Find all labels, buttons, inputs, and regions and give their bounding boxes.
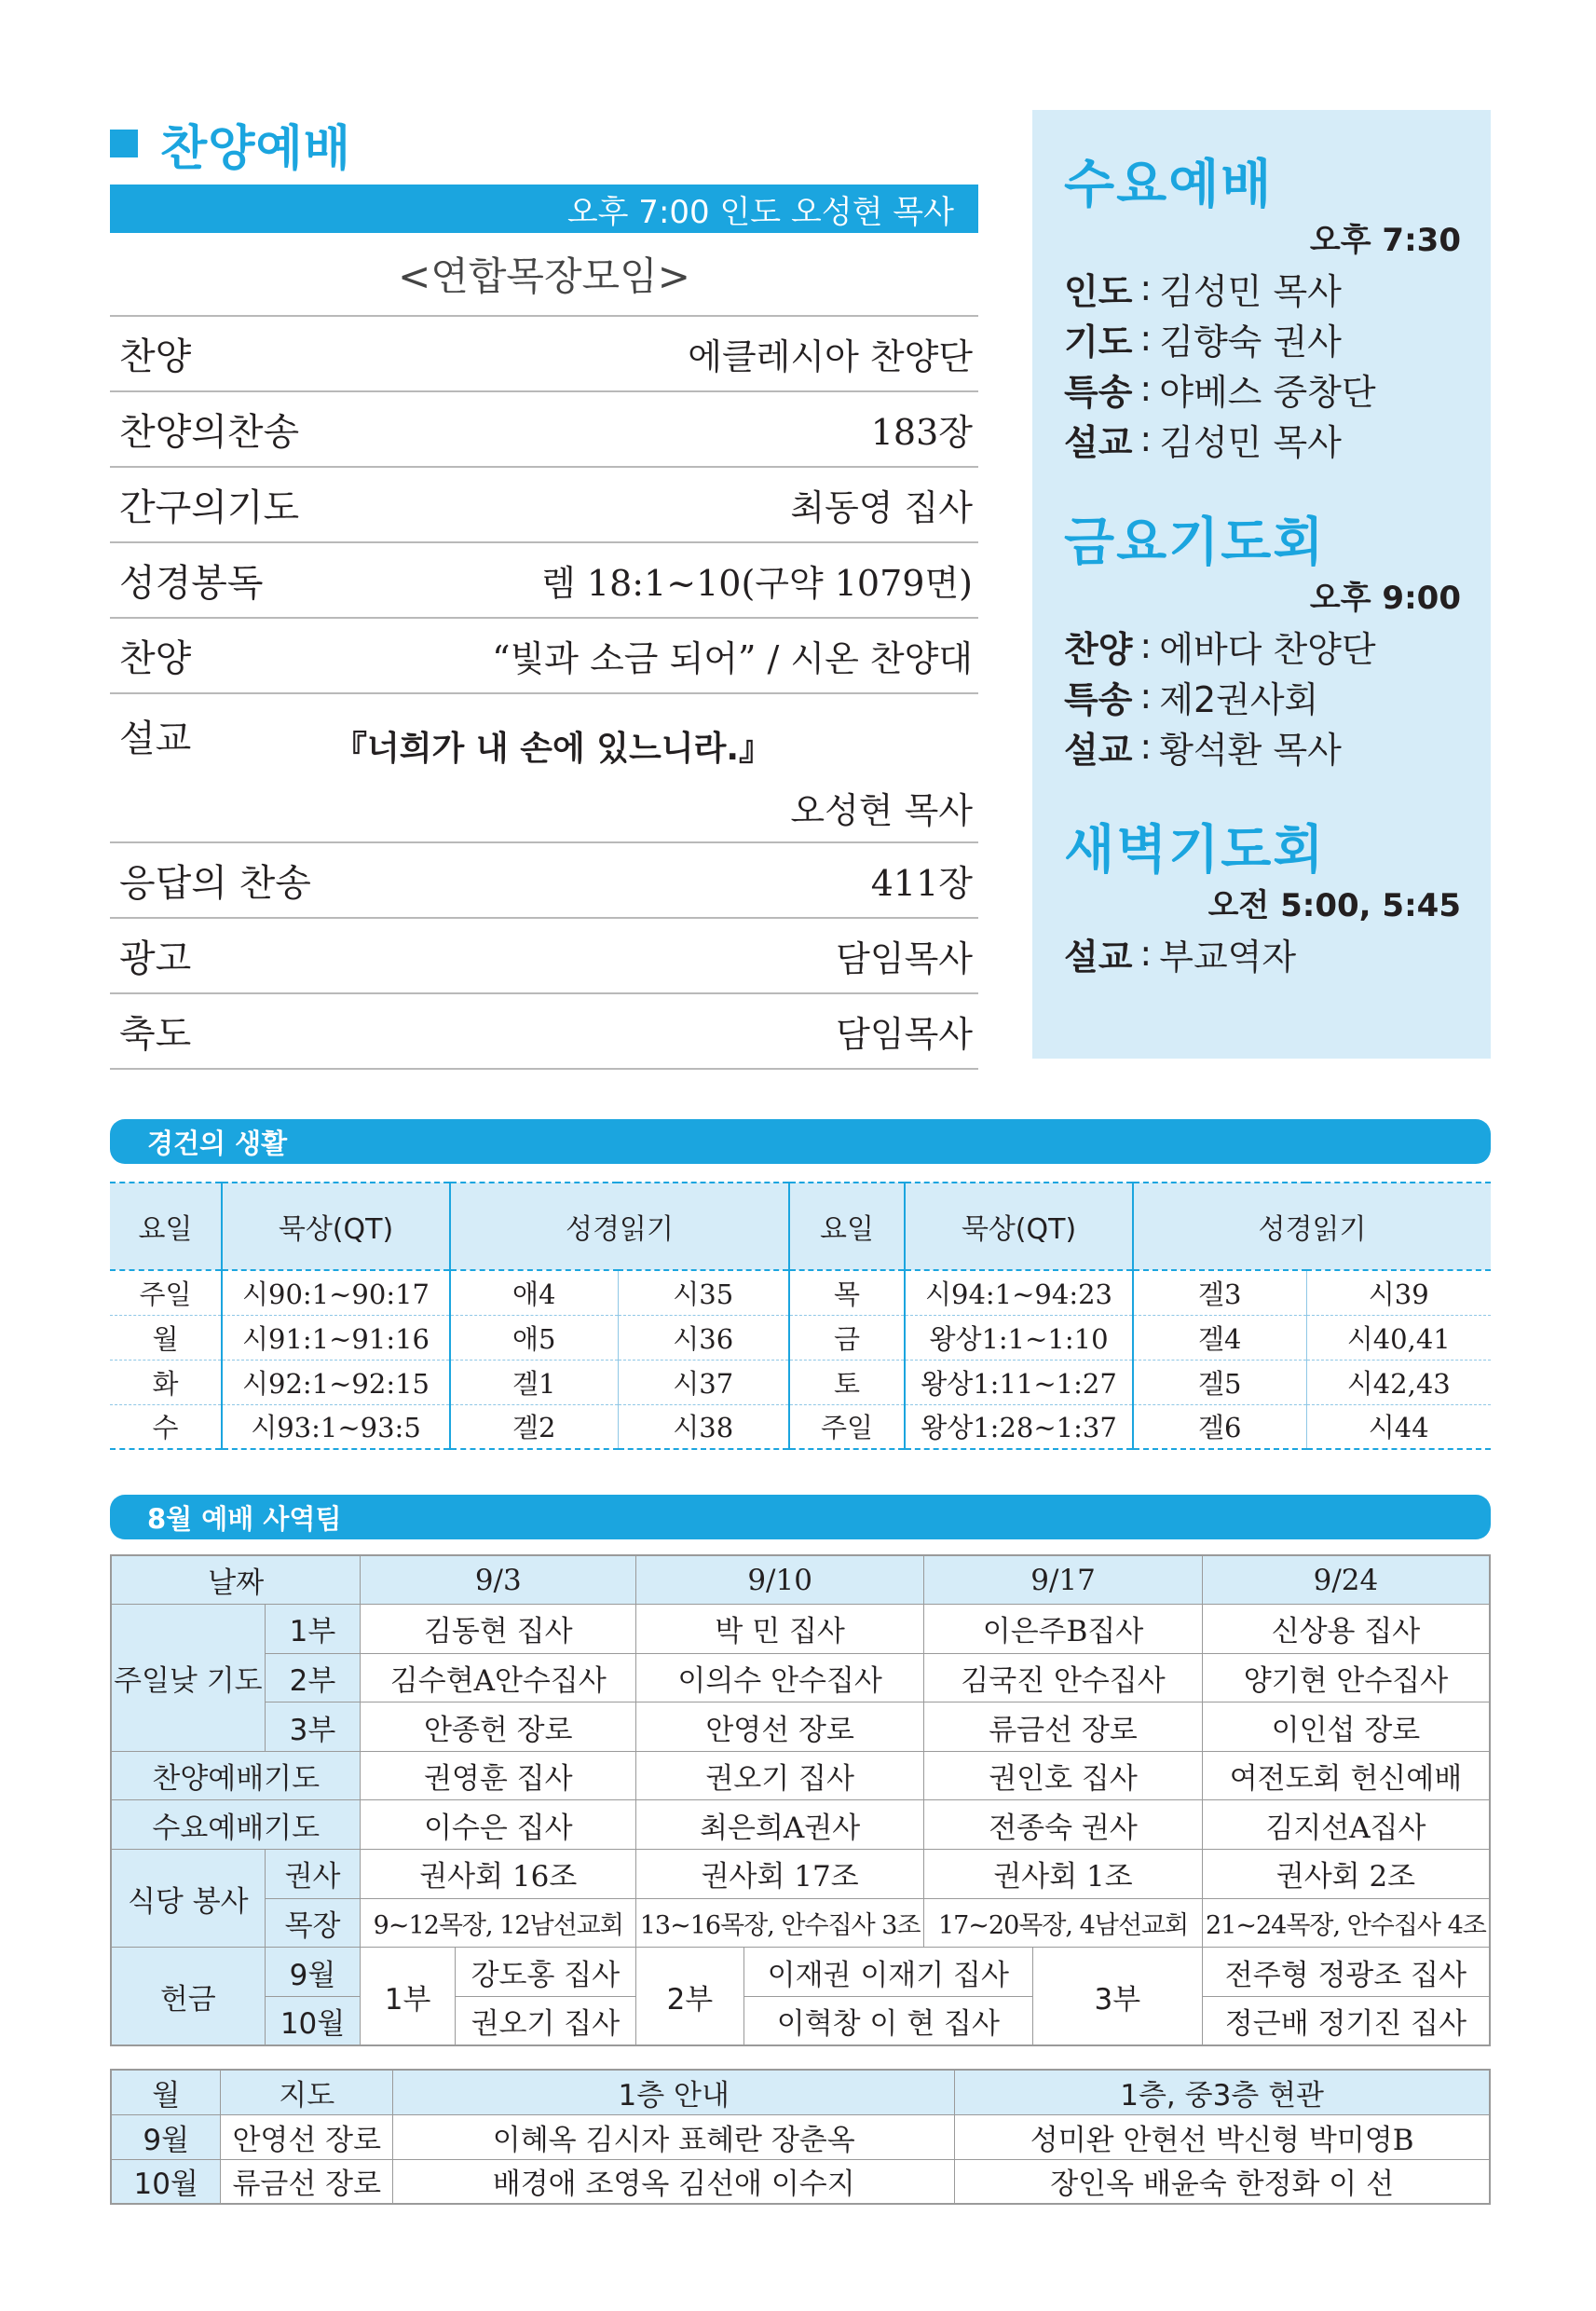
name-cell: 이혁창 이 현 집사: [743, 1996, 1032, 2045]
service-role: 설교: [1064, 936, 1133, 978]
table-row: [111, 1702, 1490, 1752]
name-cell: 장인옥 배윤숙 한정화 이 선: [955, 2159, 1490, 2204]
sermon-row: [110, 694, 978, 843]
service-role: 특송: [1064, 678, 1133, 720]
part-cell: 2부: [265, 1653, 361, 1702]
name-cell: 전종숙 권사: [924, 1800, 1203, 1850]
order-row: [110, 392, 978, 468]
praise-service-subtitle: <연합목장모임>: [398, 253, 690, 299]
day-cell: 주일: [789, 1404, 905, 1449]
qt-cell: 왕상1:28~1:37: [905, 1404, 1133, 1449]
name-cell: 9~12목장, 12남선교회: [361, 1898, 636, 1948]
header-cell: 월: [111, 2070, 221, 2114]
name-cell: 성미완 안현선 박신형 박미영B: [955, 2114, 1490, 2159]
order-value: 411장: [870, 863, 973, 904]
reading-cell: 시44: [1306, 1404, 1491, 1449]
name-cell: 안종헌 장로: [361, 1702, 636, 1752]
part-cell: 권사: [265, 1850, 361, 1899]
name-cell: 양기현 안수집사: [1202, 1653, 1490, 1702]
qt-cell: 왕상1:11~1:27: [905, 1360, 1133, 1404]
sermon-preacher: 오성현 목사: [790, 790, 973, 831]
guide-table: [110, 2069, 1491, 2205]
service-role: 특송: [1064, 371, 1133, 413]
order-label: 찬양: [119, 637, 192, 680]
praise-service-title: 찬양예배: [160, 120, 351, 177]
colon-separator: :: [1139, 318, 1153, 359]
name-cell: 권사회 1조: [924, 1850, 1203, 1899]
devotion-header-row: [110, 1183, 1491, 1270]
service-person: 부교역자: [1159, 936, 1297, 978]
service-role: 설교: [1064, 421, 1133, 463]
ministry-table: [110, 1554, 1491, 2046]
name-cell: 최은희A권사: [636, 1800, 924, 1850]
order-label: 간구의기도: [119, 486, 300, 529]
worship-order-list: [110, 315, 978, 1070]
name-cell: 이수은 집사: [361, 1800, 636, 1850]
service-person: 제2권사회: [1159, 678, 1319, 720]
dawn-prayer-title: 새벽기도회: [1064, 820, 1326, 881]
name-cell: 김수현A안수집사: [361, 1653, 636, 1702]
colon-separator: :: [1139, 368, 1153, 409]
order-value: 담임목사: [836, 1014, 973, 1055]
wednesday-service-title: 수요예배: [1064, 155, 1274, 215]
service-line: [1064, 363, 1465, 414]
service-person: 황석환 목사: [1159, 729, 1342, 771]
reading-cell: 애4: [450, 1270, 618, 1315]
name-cell: 전주형 정광조 집사: [1202, 1948, 1490, 1997]
guide-header-row: [111, 2070, 1490, 2114]
table-row: [111, 1996, 1490, 2045]
name-cell: 신상용 집사: [1202, 1605, 1490, 1654]
friday-prayer-title: 금요기도회: [1064, 513, 1326, 573]
colon-separator: :: [1139, 625, 1153, 666]
header-cell: 성경읽기: [1133, 1183, 1491, 1270]
service-line: [1064, 263, 1465, 313]
reading-cell: 시40,41: [1306, 1315, 1491, 1360]
table-row: [111, 1800, 1490, 1850]
month-cell: 9월: [111, 2114, 221, 2159]
service-person: 에바다 찬양단: [1159, 628, 1376, 670]
reading-cell: 겔4: [1133, 1315, 1306, 1360]
name-cell: 류금선 장로: [924, 1702, 1203, 1752]
qt-cell: 시94:1~94:23: [905, 1270, 1133, 1315]
dawn-prayer-time: 오전 5:00, 5:45: [1207, 887, 1461, 924]
header-cell: 묵상(QT): [222, 1183, 450, 1270]
other-services-box: [1032, 110, 1491, 1059]
order-row: [110, 468, 978, 543]
reading-cell: 겔3: [1133, 1270, 1306, 1315]
reading-cell: 시36: [618, 1315, 789, 1360]
name-cell: 박 민 집사: [636, 1605, 924, 1654]
order-value: “빛과 소금 되어” / 시온 찬양대: [492, 638, 973, 679]
service-line: [1064, 414, 1465, 464]
day-cell: 월: [110, 1315, 222, 1360]
date-cell: 9/17: [924, 1555, 1203, 1605]
qt-cell: 시93:1~93:5: [222, 1404, 450, 1449]
service-line: [1064, 721, 1465, 772]
service-person: 야베스 중창단: [1159, 371, 1376, 413]
order-label: 찬양: [119, 335, 192, 378]
day-cell: 금: [789, 1315, 905, 1360]
table-row: [111, 2159, 1490, 2204]
reading-cell: 시35: [618, 1270, 789, 1315]
table-row: [111, 1948, 1490, 1997]
service-line: [1064, 671, 1465, 721]
part-cell: 1부: [265, 1605, 361, 1654]
day-cell: 화: [110, 1360, 222, 1404]
name-cell: 이재권 이재기 집사: [743, 1948, 1032, 1997]
friday-prayer-time: 오후 9:00: [1309, 580, 1461, 617]
table-row: [111, 1605, 1490, 1654]
header-cell: 지도: [221, 2070, 393, 2114]
name-cell: 권오기 집사: [636, 1751, 924, 1800]
reading-cell: 시39: [1306, 1270, 1491, 1315]
order-label: 성경봉독: [119, 562, 264, 605]
table-row: [111, 1898, 1490, 1948]
table-row: [111, 2114, 1490, 2159]
noon-prayer-label: 주일낮 기도: [111, 1605, 265, 1752]
name-cell: 정근배 정기진 집사: [1202, 1996, 1490, 2045]
name-cell: 김국진 안수집사: [924, 1653, 1203, 1702]
header-cell: 묵상(QT): [905, 1183, 1133, 1270]
month-cell: 10월: [111, 2159, 221, 2204]
praise-prayer-label: 찬양예배기도: [111, 1751, 361, 1800]
header-cell: 요일: [789, 1183, 905, 1270]
name-cell: 권오기 집사: [455, 1996, 635, 2045]
qt-cell: 시91:1~91:16: [222, 1315, 450, 1360]
table-row: [110, 1404, 1491, 1449]
reading-cell: 겔1: [450, 1360, 618, 1404]
name-cell: 여전도회 헌신예배: [1202, 1751, 1490, 1800]
order-label: 응답의 찬송: [119, 862, 311, 905]
name-cell: 권사회 16조: [361, 1850, 636, 1899]
part-cell: 목장: [265, 1898, 361, 1948]
qt-cell: 시92:1~92:15: [222, 1360, 450, 1404]
wednesday-service-time: 오후 7:30: [1309, 222, 1461, 259]
name-cell: 강도홍 집사: [455, 1948, 635, 1997]
reading-cell: 겔5: [1133, 1360, 1306, 1404]
part-cell: 1부: [361, 1948, 455, 2045]
order-value: 최동영 집사: [790, 487, 973, 528]
header-cell: 요일: [110, 1183, 222, 1270]
order-label: 찬양의찬송: [119, 411, 300, 454]
devotion-table: [110, 1182, 1491, 1450]
day-cell: 토: [789, 1360, 905, 1404]
name-cell: 이인섭 장로: [1202, 1702, 1490, 1752]
table-row: [110, 1315, 1491, 1360]
table-row: [111, 1850, 1490, 1899]
order-label: 광고: [119, 937, 192, 980]
name-cell: 이의수 안수집사: [636, 1653, 924, 1702]
date-header: 날짜: [111, 1555, 361, 1605]
service-line: [1064, 621, 1465, 671]
order-row: [110, 317, 978, 392]
name-cell: 13~16목장, 안수집사 3조: [636, 1898, 924, 1948]
order-row: [110, 919, 978, 994]
month-cell: 10월: [265, 1996, 361, 2045]
reading-cell: 시37: [618, 1360, 789, 1404]
name-cell: 권인호 집사: [924, 1751, 1203, 1800]
name-cell: 배경애 조영옥 김선애 이수지: [393, 2159, 955, 2204]
date-cell: 9/24: [1202, 1555, 1490, 1605]
header-cell: 1층, 중3층 현관: [955, 2070, 1490, 2114]
order-label: 축도: [119, 1013, 192, 1056]
part-cell: 2부: [636, 1948, 744, 2045]
colon-separator: :: [1139, 933, 1153, 974]
service-line: [1064, 313, 1465, 363]
offering-label: 헌금: [111, 1948, 265, 2045]
order-row: [110, 994, 978, 1070]
name-cell: 류금선 장로: [221, 2159, 393, 2204]
qt-cell: 왕상1:1~1:10: [905, 1315, 1133, 1360]
name-cell: 이은주B집사: [924, 1605, 1203, 1654]
name-cell: 안영선 장로: [636, 1702, 924, 1752]
order-value: 렘 18:1~10(구약 1079면): [541, 563, 973, 604]
part-cell: 3부: [1032, 1948, 1202, 2045]
service-role: 인도: [1064, 270, 1133, 312]
part-cell: 3부: [265, 1702, 361, 1752]
month-cell: 9월: [265, 1948, 361, 1997]
ministry-banner: 8월 예배 사역팀: [110, 1495, 1491, 1539]
service-line: [1064, 928, 1465, 978]
table-row: [110, 1360, 1491, 1404]
service-role: 설교: [1064, 729, 1133, 771]
table-row: [110, 1270, 1491, 1315]
colon-separator: :: [1139, 418, 1153, 459]
colon-separator: :: [1139, 726, 1153, 767]
day-cell: 수: [110, 1404, 222, 1449]
order-row: [110, 543, 978, 619]
service-person: 김향숙 권사: [1159, 321, 1342, 362]
name-cell: 21~24목장, 안수집사 4조: [1202, 1898, 1490, 1948]
name-cell: 이혜옥 김시자 표혜란 장춘옥: [393, 2114, 955, 2159]
service-person: 김성민 목사: [1159, 421, 1342, 463]
devotion-banner: 경건의 생활: [110, 1119, 1491, 1164]
reading-cell: 애5: [450, 1315, 618, 1360]
header-cell: 성경읽기: [450, 1183, 789, 1270]
name-cell: 김동현 집사: [361, 1605, 636, 1654]
square-bullet-icon: [110, 130, 138, 157]
header-cell: 1층 안내: [393, 2070, 955, 2114]
praise-service-section: [110, 110, 978, 1070]
service-person: 김성민 목사: [1159, 270, 1342, 312]
sermon-title: 『너희가 내 손에 있느니라.』: [334, 730, 773, 768]
reading-cell: 겔2: [450, 1404, 618, 1449]
date-cell: 9/3: [361, 1555, 636, 1605]
name-cell: 17~20목장, 4남선교회: [924, 1898, 1203, 1948]
order-row: [110, 619, 978, 694]
date-cell: 9/10: [636, 1555, 924, 1605]
table-row: [111, 1751, 1490, 1800]
dining-label: 식당 봉사: [111, 1850, 265, 1948]
name-cell: 권영훈 집사: [361, 1751, 636, 1800]
order-value: 에클레시아 찬양단: [688, 336, 973, 377]
colon-separator: :: [1139, 676, 1153, 717]
name-cell: 권사회 17조: [636, 1850, 924, 1899]
reading-cell: 겔6: [1133, 1404, 1306, 1449]
service-role: 기도: [1064, 321, 1133, 362]
colon-separator: :: [1139, 267, 1153, 308]
sermon-label: 설교: [119, 718, 192, 760]
order-value: 담임목사: [836, 938, 973, 979]
reading-cell: 시42,43: [1306, 1360, 1491, 1404]
praise-service-info-bar: 오후 7:00 인도 오성현 목사: [110, 185, 978, 233]
praise-service-heading: [110, 110, 978, 177]
name-cell: 권사회 2조: [1202, 1850, 1490, 1899]
service-role: 찬양: [1064, 628, 1133, 670]
order-row: [110, 843, 978, 919]
table-row: [111, 1653, 1490, 1702]
day-cell: 목: [789, 1270, 905, 1315]
qt-cell: 시90:1~90:17: [222, 1270, 450, 1315]
name-cell: 안영선 장로: [221, 2114, 393, 2159]
order-value: 183장: [870, 412, 973, 453]
wed-prayer-label: 수요예배기도: [111, 1800, 361, 1850]
day-cell: 주일: [110, 1270, 222, 1315]
ministry-header-row: [111, 1555, 1490, 1605]
name-cell: 김지선A집사: [1202, 1800, 1490, 1850]
reading-cell: 시38: [618, 1404, 789, 1449]
